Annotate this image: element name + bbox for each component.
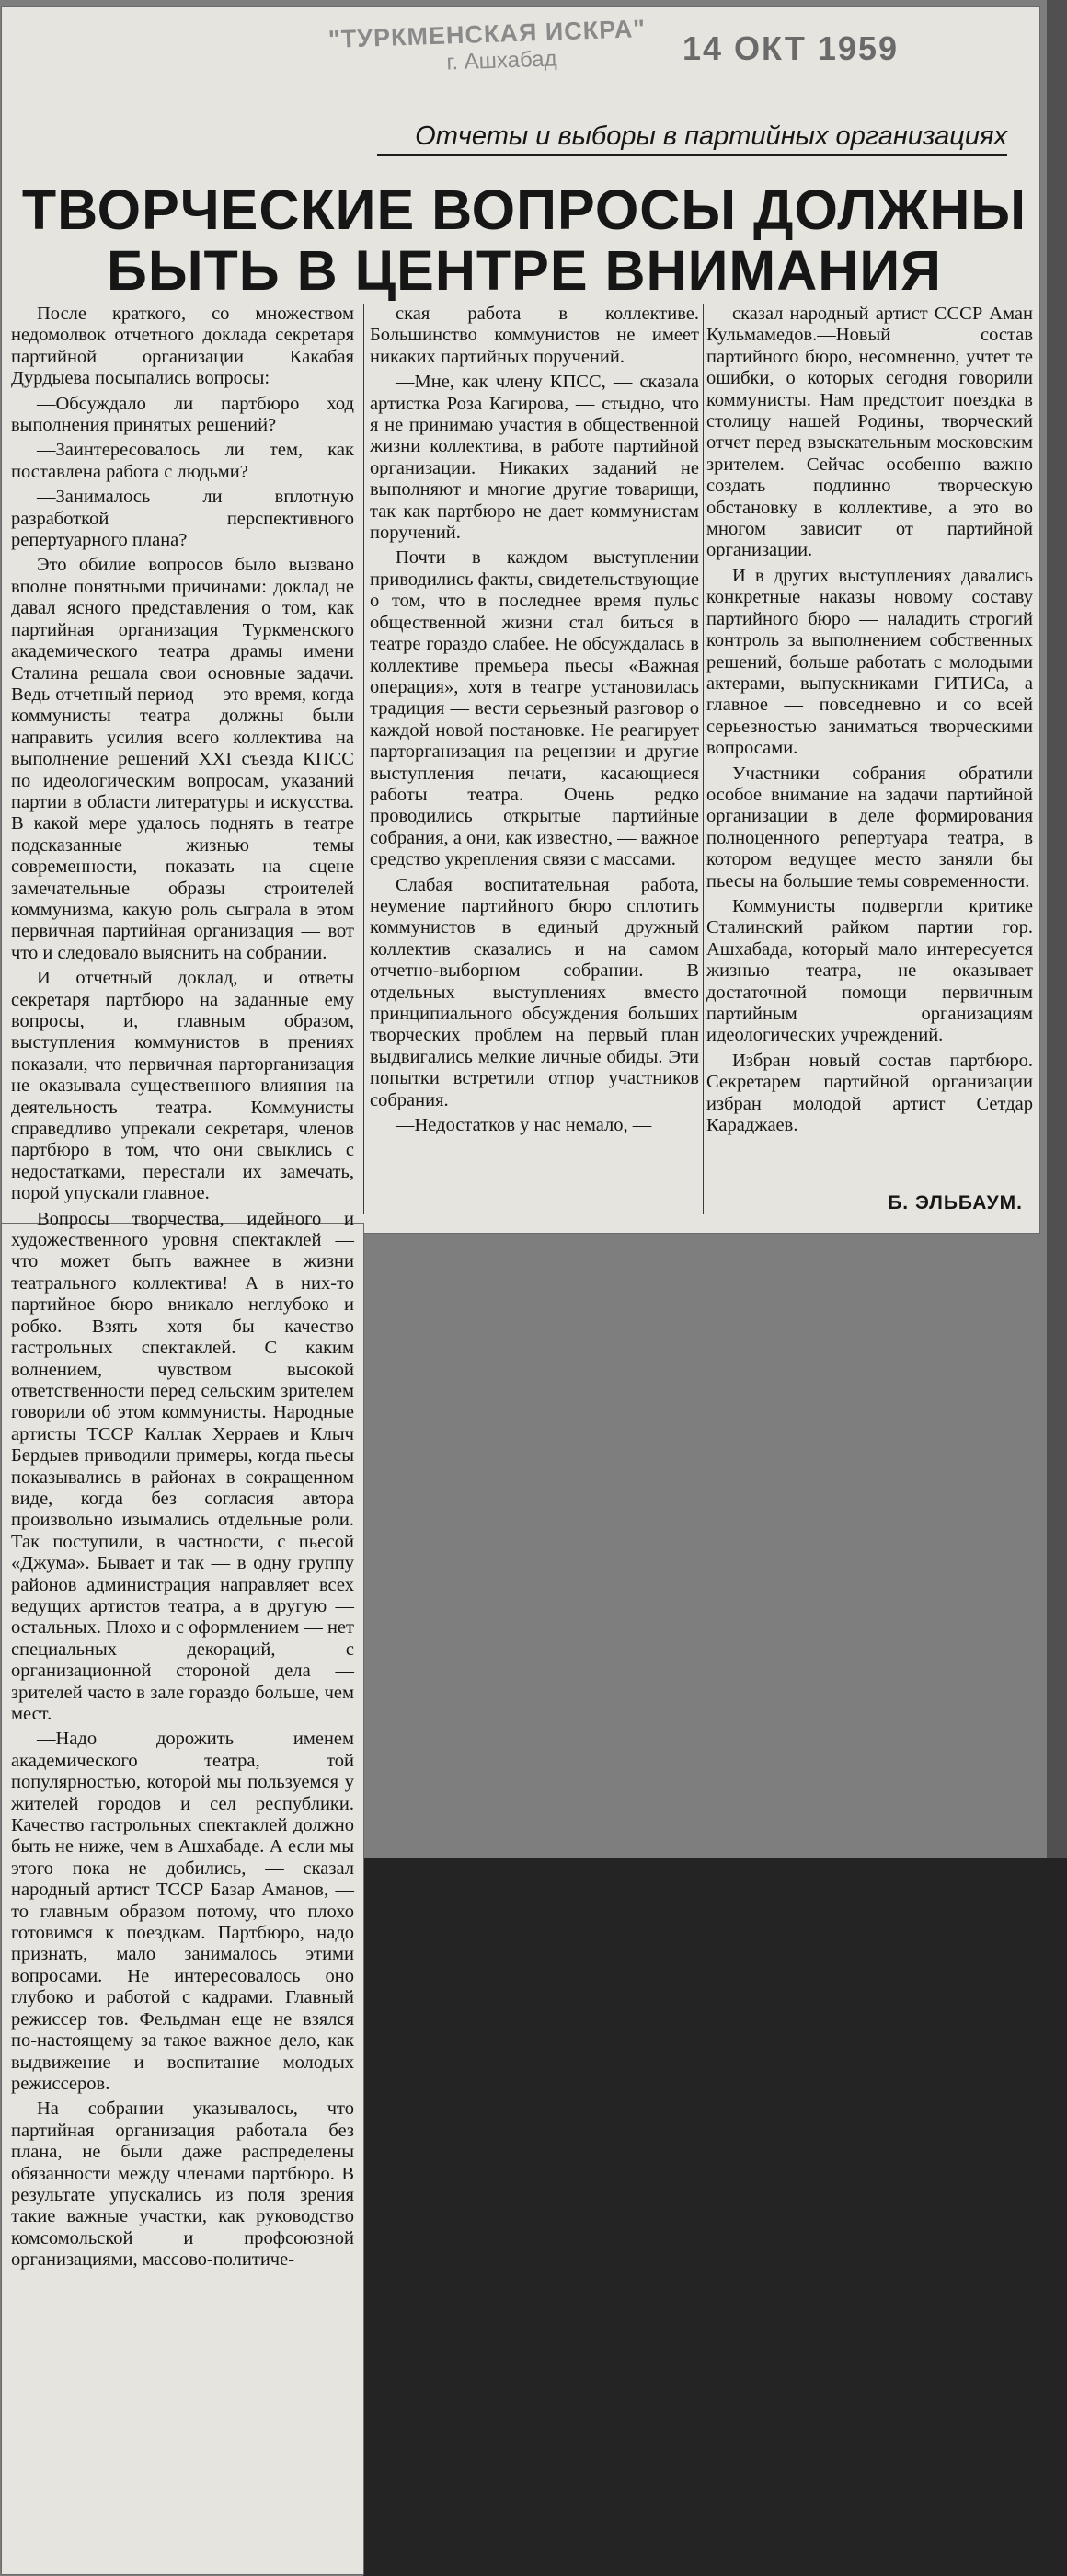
article-paragraph: И в других выступлениях давались конкретные наказы новому составу партийного бюро — наладить строгий контроль за выполнением собственных решений, больше работать с молодыми актерами, выпускниками ГИТИСа, а главное — повседневно и со всей серьезностью заниматься творческими вопросами. xyxy=(706,565,1033,759)
section-rubric: Отчеты и выборы в партийных организациях xyxy=(377,121,1007,156)
article-paragraph: —Занималось ли вплотную разработкой перспективного репертуарного плана? xyxy=(11,487,354,551)
article-paragraph: Вопросы творчества, идейного и художественного уровня спектаклей — что может быть важнее в жизни театрального коллектива! А в них-то партийное бюро вникало неглубоко и робко. Взять хотя бы качество гастрольных спектаклей. С каким волнением, чувством высокой ответственности перед сельским зрителем говорили об этом коммунисты. Народные артисты ТССР Каллак Херраев и Клыч Бердыев приводили примеры, когда пьесы показывались в районах в сокращенном виде, когда без согласия автора произвольно изымались отдельные роли. Так поступили, в частности, с пьесой «Джума». Бывает и так — в одну группу районов администрация направляет всех ведущих артистов театра, а в другую — остальных. Плохо и с оформлением — нет специальных декораций, с организационной стороной дела — зрителей часто в зале гораздо больше, чем мест. xyxy=(11,1208,354,1724)
column-divider xyxy=(703,304,704,1214)
article-paragraph: На собрании указывалось, что партийная организация работала без плана, не были даже распределены обязанности между членами партбюро. В результате упускались из поля зрения такие важные участки, как руководство комсомольской и профсоюзной организациями, массово-политиче- xyxy=(11,2099,354,2271)
column-divider xyxy=(363,304,364,1214)
author-signature: Б. ЭЛЬБАУМ. xyxy=(888,1192,1023,1213)
article-paragraph: Слабая воспитательная работа, неумение партийного бюро сплотить коммунистов в единый дружный коллектив сказались и на самом отчетно-выборном собрании. В отдельных выступлениях вместо принципиального обсуждения больших творческих проблем на первый план выдвигались мелкие личные обиды. Эти попытки встретили отпор участников собрания. xyxy=(370,874,699,1110)
article-paragraph: ская работа в коллективе. Большинство коммунистов не имеет никаких партийных поручений. xyxy=(370,304,699,367)
article-paragraph: После краткого, со множеством недомолвок отчетного доклада секретаря партийной организации Какабая Дурдыева посыпались вопросы: xyxy=(11,304,354,389)
date-stamp: 14 ОКТ 1959 xyxy=(683,29,899,67)
background-dark-area xyxy=(363,1858,1067,2576)
article-headline xyxy=(18,179,1030,301)
article-paragraph: Коммунисты подвергли критике Сталинский райком партии гор. Ашхабада, который мало интересуется жизнью театра, не оказывает достаточной помощи первичным партийным организациям идеологических учреждений. xyxy=(706,895,1033,1046)
article-paragraph: Избран новый состав партбюро. Секретарем партийной организации избран молодой артист Сетдар Караджаев. xyxy=(706,1050,1033,1136)
article-paragraph: И отчетный доклад, и ответы секретаря партбюро на заданные ему вопросы, и, главным образом, выступления коммунистов в прениях показали, что первичная парторганизация не оказывала существенного влияния на деятельность театра. Коммунисты справедливо упрекали секретаря, членов партбюро в том, что они свыклись с недостатками, перестали их замечать, порой упускали главное. xyxy=(11,968,354,1204)
article-paragraph: —Мне, как члену КПСС, — сказала артистка Роза Кагирова, — стыдно, что я не принимаю участия в общественной жизни коллектива, в работе партийной организации. Никаких заданий не выполняют и многие другие товарищи, так как партбюро не дает коммунистам поручений. xyxy=(370,372,699,544)
article-column-3 xyxy=(706,304,1033,1140)
article-paragraph: Почти в каждом выступлении приводились факты, свидетельствующие о том, что в последнее время пульс общественной жизни стал биться в театре гораздо слабее. Не обсуждалась в коллективе премьера пьесы «Важная операция», хотя в театре установилась традиция — вести серьезный разговор о каждой новой постановке. Не реагирует парторганизация на рецензии и другие выступления печати, касающиеся работы театра. Очень редко проводились открытые партийные собрания, а они, как известно, — важное средство укрепления связи с массами. xyxy=(370,547,699,870)
article-paragraph: —Заинтересовалось ли тем, как поставлена работа с людьми? xyxy=(11,440,354,482)
article-paragraph: —Недостатков у нас немало, — xyxy=(396,1115,652,1136)
article-paragraph: —Надо дорожить именем академического театра, той популярностью, которой мы пользуемся у жителей городов и сел республики. Качество гастрольных спектаклей должно быть не ниже, чем в Ашхабаде. А если мы этого пока не добились, — сказал народный артист ТССР Базар Аманов, — то главным образом потому, что плохо готовимся к поездкам. Партбюро, надо признать, мало занималось этими вопросами. Не интересовалось оно глубоко и работой с кадрами. Главный режиссер тов. Фельдман еще не взялся по-настоящему за такое важное дело, как выдвижение и воспитание молодых режиссеров. xyxy=(11,1729,354,2094)
city-name: г. Ашхабад xyxy=(446,46,557,75)
article-paragraph: Это обилие вопросов было вызвано вполне понятными причинами: доклад не давал ясного представления о том, как партийная организация Туркменского академического театра драмы имени Сталина решала свои основные задачи. Ведь отчетный период — это время, когда коммунисты театра должны были направить усилия всего коллектива на выполнение решений XXI съезда КПСС по идеологическим вопросам, указаний партии в области литературы и искусства. В какой мере удалось поднять в театре подсказанные жизнью темы современности, показать на сцене замечательные образы строителей коммунизма, какую роль сыграла в этом первичная партийная организация — вот что и следовало выяснить на собрании. xyxy=(11,555,354,963)
article-paragraph: сказал народный артист СССР Аман Кульмамедов.—Новый состав партийного бюро, несомненно, учтет те ошибки, о которых сегодня говорили коммунисты. Нам предстоит поездка в столицу нашей Родины, творческий отчет перед взыскательным московским зрителем. Сейчас особенно важно создать подлинно творческую обстановку в коллективе, а это во многом зависит от партийной организации. xyxy=(706,304,1033,561)
headline-line-2: БЫТЬ В ЦЕНТРЕ ВНИМАНИЯ xyxy=(106,239,943,302)
article-column-1 xyxy=(11,304,354,2275)
headline-line-1: ТВОРЧЕСКИЕ ВОПРОСЫ ДОЛЖНЫ xyxy=(21,178,1027,241)
article-paragraph: —Обсуждало ли партбюро ход выполнения принятых решений? xyxy=(11,393,354,436)
newspaper-name: "ТУРКМЕНСКАЯ ИСКРА" xyxy=(327,14,647,54)
article-column-2 xyxy=(370,304,699,1140)
article-paragraph: Участники собрания обратили особое внимание на задачи партийной организации в деле формирования полноценного репертуара театра, в котором ведущее место заняли бы пьесы на большие темы современности. xyxy=(706,763,1033,891)
